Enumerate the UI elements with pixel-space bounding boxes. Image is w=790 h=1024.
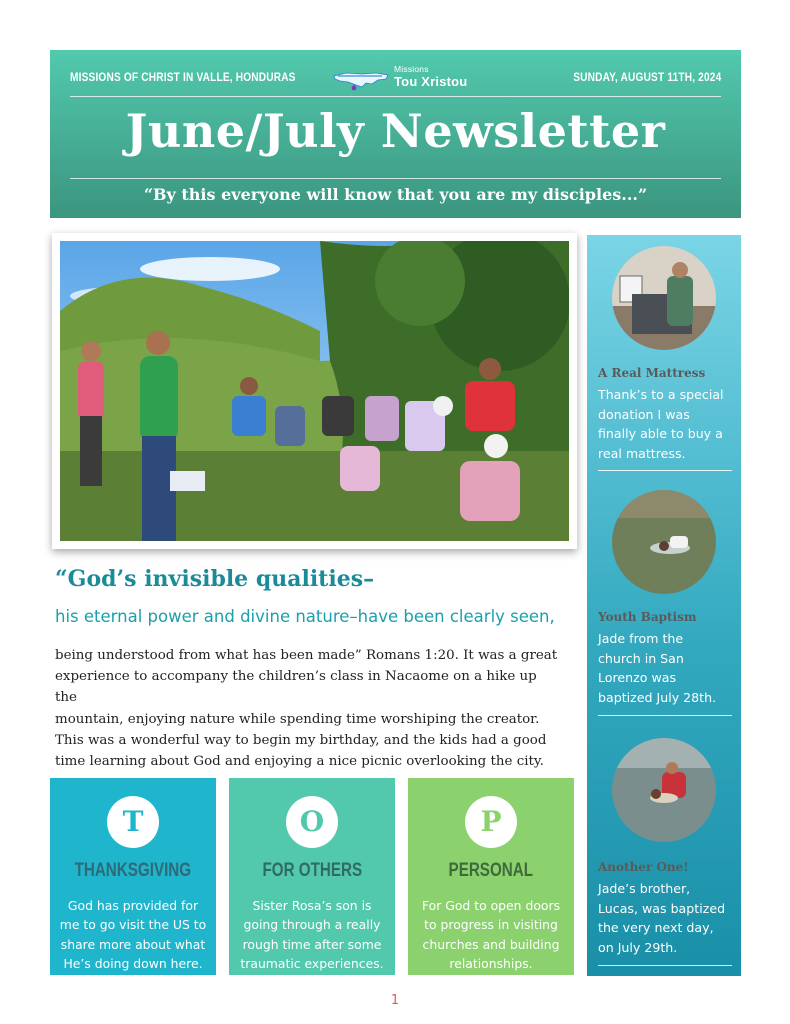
sidebar-item-text: Thank’s to a special donation I was finally able to buy a real mattress. (598, 387, 724, 461)
newsletter-header (50, 50, 741, 218)
sidebar-item-title: Another One! (598, 860, 689, 874)
article-body (55, 645, 560, 772)
for-others-text: Sister Rosa’s son is going through a really rough time after some traumatic experiences. (240, 898, 384, 971)
header-top-bar (70, 64, 721, 90)
article-line: experience to accompany the children’s class in Nacaome on a hike up the (55, 669, 537, 706)
news-sidebar (587, 235, 741, 976)
letter-p-badge: P (465, 796, 517, 848)
newsletter-title: June/July Newsletter (125, 104, 666, 158)
header-quote: “By this everyone will know that you are my disciples...” (143, 185, 648, 204)
hike-photo-frame (52, 233, 577, 549)
organization-name: MISSIONS OF CHRIST IN VALLE, HONDURAS (70, 72, 296, 84)
header-divider-top (70, 96, 721, 97)
sidebar-item-text: Jade’s brother, Lucas, was baptized the very next day, on July 29th. (598, 881, 726, 955)
sidebar-divider (598, 470, 732, 471)
article-heading: “God’s invisible qualities– (55, 566, 375, 592)
youth-baptism-photo (612, 490, 716, 594)
letter-o-badge: O (286, 796, 338, 848)
article-line: being understood from what has been made” Romans 1:20. It was a great (55, 648, 558, 663)
thanksgiving-text: God has provided for me to go visit the US to share more about what He’s doing down here. (59, 898, 207, 971)
logo-line-1: Missions (394, 64, 429, 74)
for-others-heading: FOR OTHERS (262, 860, 362, 881)
sidebar-divider (598, 715, 732, 716)
header-divider-bottom (70, 178, 721, 179)
issue-date: SUNDAY, AUGUST 11TH, 2024 (572, 72, 721, 84)
article-line: mountain, enjoying nature while spending time worshiping the creator. (55, 711, 540, 727)
article-line: time learning about God and enjoying a nice picnic overlooking the city. (55, 754, 544, 770)
for-others-box (229, 778, 395, 975)
honduras-map-icon (332, 70, 390, 92)
sidebar-item-title: Youth Baptism (598, 610, 697, 624)
thanksgiving-heading: THANKSGIVING (74, 860, 192, 881)
letter-t-badge: T (107, 796, 159, 848)
page-number: 1 (390, 993, 400, 1008)
thanksgiving-box (50, 778, 216, 975)
personal-heading: PERSONAL (448, 860, 534, 881)
mission-logo (332, 64, 492, 94)
article-line: This was a wonderful way to begin my birthday, and the kids had a good (55, 732, 547, 748)
article-subheading: his eternal power and divine nature–have been clearly seen, (55, 607, 555, 626)
hike-photo-image (60, 241, 569, 541)
another-baptism-photo (612, 738, 716, 842)
sidebar-divider (598, 965, 732, 966)
logo-line-2: Tou Xristou (394, 74, 468, 89)
personal-text: For God to open doors to progress in visiting churches and building relationships. (421, 898, 561, 971)
sidebar-item-title: A Real Mattress (598, 366, 706, 380)
hike-photo (60, 241, 569, 541)
personal-box (408, 778, 574, 975)
mattress-photo (612, 246, 716, 350)
sidebar-item-text: Jade from the church in San Lorenzo was baptized July 28th. (598, 631, 717, 705)
